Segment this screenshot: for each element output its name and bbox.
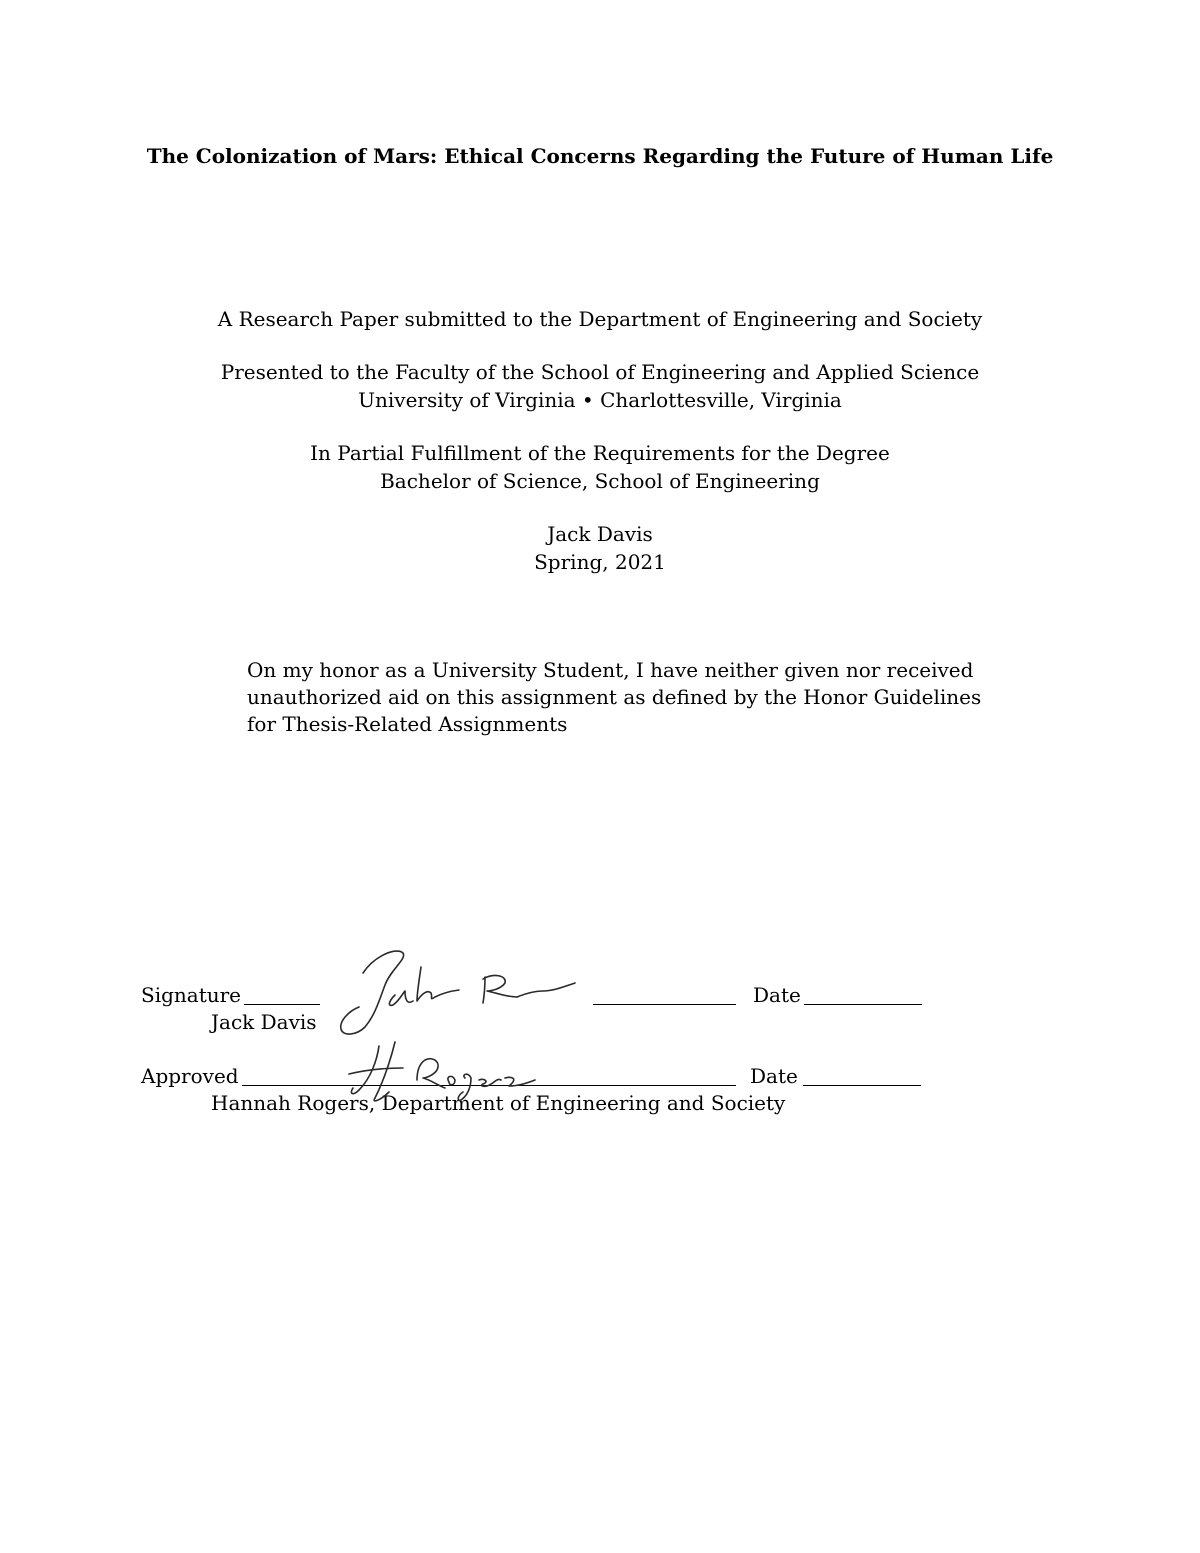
date-label: Date — [753, 983, 801, 1007]
signature-rule — [244, 1004, 320, 1005]
university-line: University of Virginia • Charlottesville, Virginia — [358, 388, 842, 412]
signature-rule — [593, 1004, 736, 1005]
degree-line: Bachelor of Science, School of Engineering — [380, 469, 820, 493]
date-label: Date — [750, 1064, 798, 1088]
honor-pledge-line: unauthorized aid on this assignment as defined by the Honor Guidelines — [247, 685, 982, 709]
paper-title: The Colonization of Mars: Ethical Concerns Regarding the Future of Human Life — [146, 144, 1054, 168]
date-rule — [803, 1085, 921, 1086]
faculty-line: Presented to the Faculty of the School of Engineering and Applied Science — [220, 360, 980, 384]
fulfillment-line: In Partial Fulfillment of the Requirements for the Degree — [310, 441, 890, 465]
handwritten-signature-hannah-rogers — [345, 1038, 545, 1108]
author-name: Jack Davis — [547, 522, 653, 546]
honor-pledge-line: for Thesis-Related Assignments — [247, 712, 568, 736]
approver-name: Hannah Rogers, Department of Engineering and Society — [211, 1091, 786, 1115]
signer-name: Jack Davis — [211, 1010, 317, 1034]
honor-pledge-line: On my honor as a University Student, I have neither given nor received — [247, 658, 974, 682]
date-rule — [804, 1004, 922, 1005]
handwritten-signature-jack-davis — [335, 945, 585, 1040]
approved-label: Approved — [141, 1064, 239, 1088]
signature-label: Signature — [141, 983, 242, 1007]
term: Spring, 2021 — [534, 550, 666, 574]
submission-line: A Research Paper submitted to the Department of Engineering and Society — [217, 307, 983, 331]
